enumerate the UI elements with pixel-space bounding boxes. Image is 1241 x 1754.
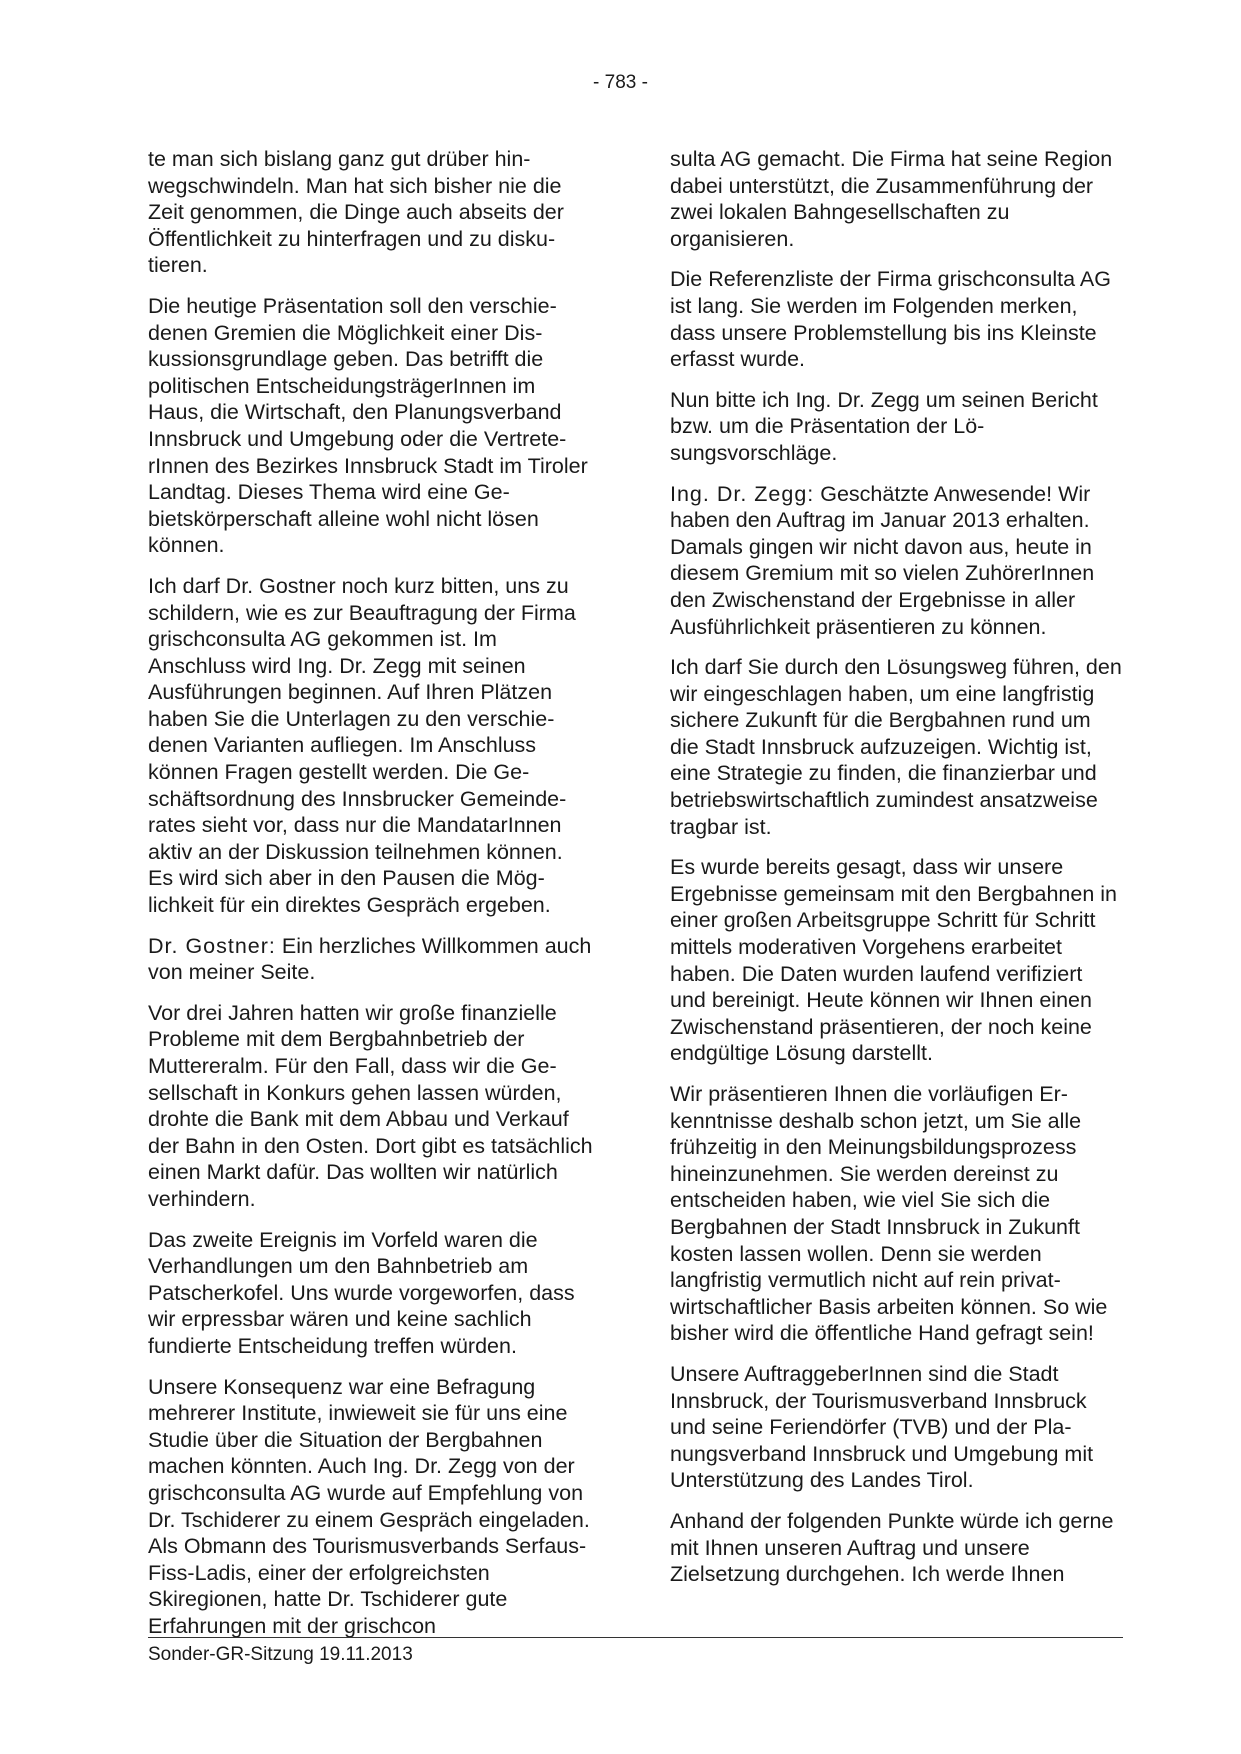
page-number: - 783 - (593, 72, 648, 93)
speaker-name: Ing. Dr. Zegg: (670, 481, 815, 506)
speaker-name: Dr. Gostner: (148, 933, 276, 958)
left-column (148, 146, 593, 1653)
paragraph-speaker (148, 933, 593, 986)
paragraph: Das zweite Ereignis im Vorfeld waren die Verhandlungen um den Bahnbetrieb am Patscherkofel. Uns wurde vorgeworfen, dass wir erpressbar wären und keine sachlich fundierte Entscheidung treffen würden. (148, 1227, 575, 1358)
paragraph: te man sich bislang ganz gut drüber hinwegschwindeln. Man hat sich bisher nie die Zeit genommen, die Dinge auch abseits der Öffentlichkeit zu hinterfragen und zu diskutieren. (148, 147, 564, 278)
paragraph: Die Referenzliste der Firma grischconsulta AG ist lang. Sie werden im Folgenden merken, dass unsere Problemstellung bis ins Kleinste erfasst wurde. (670, 267, 1111, 372)
paragraph: Unsere AuftraggeberInnen sind die Stadt Innsbruck, der Tourismusverband Innsbruck und seine Feriendörfer (TVB) und der Planungsverband Innsbruck und Umgebung mit Unterstützung des Landes Tirol. (670, 1361, 1094, 1493)
paragraph: Wir präsentieren Ihnen die vorläufigen Erkenntnisse deshalb schon jetzt, um Sie alle frühzeitig in den Meinungsbildungsprozess hineinzunehmen. Sie werden dereinst zu entscheiden haben, wie viel Sie sich die Bergbahnen der Stadt Innsbruck in Zukunft kosten lassen wollen. Denn sie werden langfristig vermutlich nicht auf rein privatwirtschaftlicher Basis arbeiten können. So wie bisher wird die öffentliche Hand gefragt sein! (670, 1082, 1108, 1346)
paragraph: Anhand der folgenden Punkte würde ich gerne mit Ihnen unseren Auftrag und unsere Zielsetzung durchgehen. Ich werde Ihnen (670, 1508, 1114, 1587)
footer-session-label: Sonder-GR-Sitzung 19.11.2013 (148, 1644, 413, 1665)
footer-divider (148, 1637, 1123, 1638)
paragraph: Vor drei Jahren hatten wir große finanzielle Probleme mit dem Bergbahnbetrieb der Muttereralm. Für den Fall, dass wir die Gesellschaft in Konkurs gehen lassen würden, drohte die Bank mit dem Abbau und Verkauf der Bahn in den Osten. Dort gibt es tatsächlich einen Markt dafür. Das wollten wir natürlich verhindern. (148, 1000, 593, 1211)
paragraph: Nun bitte ich Ing. Dr. Zegg um seinen Bericht bzw. um die Präsentation der Lösungsvorschläge. (670, 387, 1098, 465)
paragraph: Unsere Konsequenz war eine Befragung mehrerer Institute, inwieweit sie für uns eine Studie über die Situation der Bergbahnen machen könnten. Auch Ing. Dr. Zegg von der grischconsulta AG wurde auf Empfehlung von Dr. Tschiderer zu einem Gespräch eingeladen. Als Obmann des Tourismusverbands Serfaus-Fiss-Ladis, einer der erfolgreichsten Skiregionen, hatte Dr. Tschiderer gute Erfahrungen mit der grischcon (148, 1374, 590, 1638)
speaker-text: Geschätzte Anwesende! Wir haben den Auftrag im Januar 2013 erhalten. Damals gingen wir nicht davon aus, heute in diesem Gremium mit so vielen ZuhörerInnen den Zwischenstand der Ergebnisse in aller Ausführlichkeit präsentieren zu können. (670, 481, 1095, 639)
paragraph: Ich darf Dr. Gostner noch kurz bitten, uns zu schildern, wie es zur Beauftragung der Firma grischconsulta AG gekommen ist. Im Anschluss wird Ing. Dr. Zegg mit seinen Ausführungen beginnen. Auf Ihren Plätzen haben Sie die Unterlagen zu den verschiedenen Varianten aufliegen. Im Anschluss können Fragen gestellt werden. Die Geschäftsordnung des Innsbrucker Gemeinderates sieht vor, dass nur die MandatarInnen aktiv an der Diskussion teilnehmen können. Es wird sich aber in den Pausen die Möglichkeit für ein direktes Gespräch ergeben. (148, 573, 576, 918)
paragraph: Ich darf Sie durch den Lösungsweg führen, den wir eingeschlagen haben, um eine langfristig sichere Zukunft für die Bergbahnen rund um die Stadt Innsbruck aufzuzeigen. Wichtig ist, eine Strategie zu finden, die finanzierbar und betriebswirtschaftlich zumindest ansatzweise tragbar ist. (670, 655, 1122, 839)
paragraph: Es wurde bereits gesagt, dass wir unsere Ergebnisse gemeinsam mit den Bergbahnen in einer großen Arbeitsgruppe Schritt für Schritt mittels moderativen Vorgehens erarbeitet haben. Die Daten wurden laufend verifiziert und bereinigt. Heute können wir Ihnen einen Zwischenstand präsentieren, der noch keine endgültige Lösung darstellt. (670, 855, 1117, 1066)
right-column (670, 146, 1122, 1602)
paragraph-speaker (670, 481, 1122, 641)
paragraph: sulta AG gemacht. Die Firma hat seine Region dabei unterstützt, die Zusammenführung der zwei lokalen Bahngesellschaften zu organisieren. (670, 147, 1113, 251)
paragraph: Die heutige Präsentation soll den verschiedenen Gremien die Möglichkeit einer Diskussionsgrundlage geben. Das betrifft die politischen EntscheidungsträgerInnen im Haus, die Wirtschaft, den Planungsverband Innsbruck und Umgebung oder die VertreterInnen des Bezirkes Innsbruck Stadt im Tiroler Landtag. Dieses Thema wird eine Gebietskörperschaft alleine wohl nicht lösen können. (148, 293, 588, 558)
speaker-text: Ein herzliches Willkommen auch von meiner Seite. (148, 933, 592, 985)
